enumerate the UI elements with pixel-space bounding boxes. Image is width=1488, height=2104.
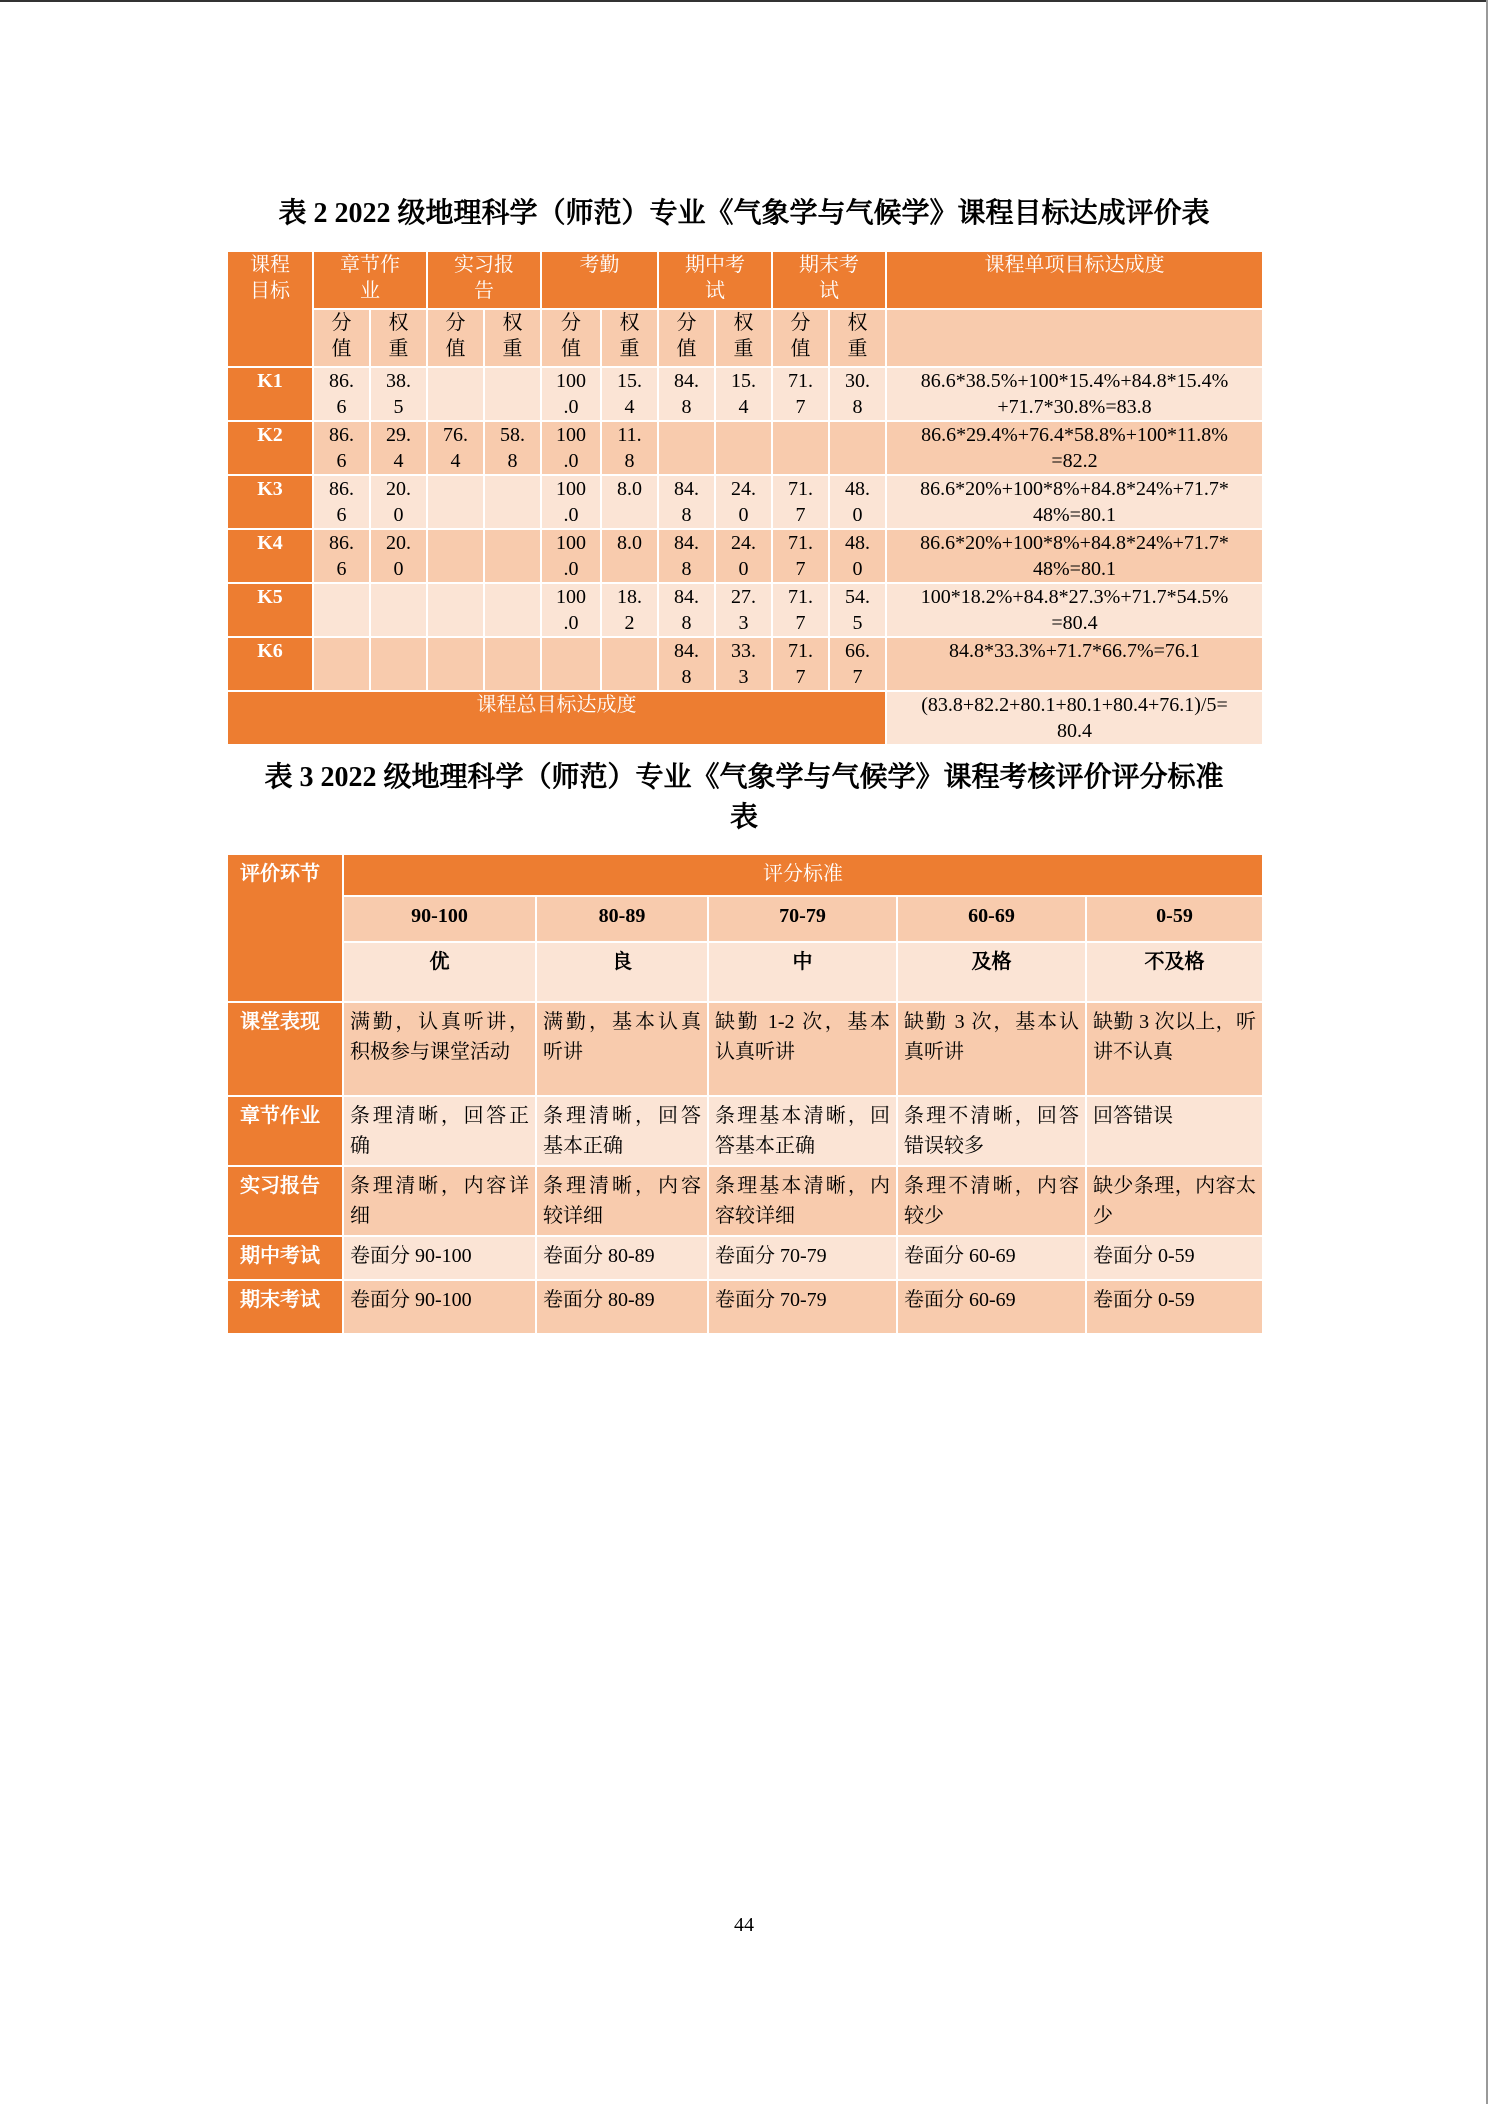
table-row — [227, 529, 1263, 583]
table-cell: 71. 7 — [772, 367, 829, 421]
goal-label: K4 — [227, 529, 313, 583]
table2-subheader-row — [227, 309, 1263, 367]
header-assessment-link: 评价环节 — [227, 854, 343, 1002]
table-cell: 84. 8 — [658, 529, 715, 583]
table-cell: 回答错误 — [1086, 1096, 1263, 1166]
table-cell — [829, 421, 886, 475]
table3-grade-row — [227, 942, 1263, 1002]
score-range: 0-59 — [1086, 896, 1263, 942]
table-cell: 100 .0 — [541, 367, 601, 421]
table-cell — [484, 367, 541, 421]
achievement-formula: 86.6*20%+100*8%+84.8*24%+71.7* 48%=80.1 — [886, 529, 1263, 583]
table-cell: 84. 8 — [658, 367, 715, 421]
table-cell — [484, 475, 541, 529]
table-cell: 条理基本清晰，内容较详细 — [708, 1166, 897, 1236]
table-cell — [313, 637, 370, 691]
table-row — [227, 1002, 1263, 1096]
goal-label: K5 — [227, 583, 313, 637]
grade-level: 不及格 — [1086, 942, 1263, 1002]
table-cell: 缺少条理，内容太少 — [1086, 1166, 1263, 1236]
table-cell: 33. 3 — [715, 637, 772, 691]
table-cell — [601, 637, 658, 691]
table-cell: 38. 5 — [370, 367, 427, 421]
table-cell — [484, 583, 541, 637]
table-row — [227, 1280, 1263, 1334]
goal-label: K2 — [227, 421, 313, 475]
table-cell — [772, 421, 829, 475]
table2-goal-achievement — [226, 250, 1264, 746]
achievement-formula: 86.6*20%+100*8%+84.8*24%+71.7* 48%=80.1 — [886, 475, 1263, 529]
table-cell: 86. 6 — [313, 367, 370, 421]
subheader-weight: 权 重 — [601, 309, 658, 367]
table-cell — [658, 421, 715, 475]
header-grading-standard: 评分标准 — [343, 854, 1263, 896]
table-row — [227, 475, 1263, 529]
table-cell: 24. 0 — [715, 475, 772, 529]
table-cell: 84. 8 — [658, 583, 715, 637]
header-attendance: 考勤 — [541, 251, 658, 309]
table3-range-row — [227, 896, 1263, 942]
table-cell: 满勤，基本认真听讲 — [536, 1002, 708, 1096]
table-cell: 条理清晰，回答基本正确 — [536, 1096, 708, 1166]
table-row — [227, 1096, 1263, 1166]
achievement-formula: 86.6*38.5%+100*15.4%+84.8*15.4% +71.7*30.8%=83.8 — [886, 367, 1263, 421]
header-midterm: 期中考 试 — [658, 251, 772, 309]
row-label: 实习报告 — [227, 1166, 343, 1236]
table-cell: 缺勤 1-2 次，基本认真听讲 — [708, 1002, 897, 1096]
score-range: 70-79 — [708, 896, 897, 942]
table-cell — [370, 583, 427, 637]
table-cell: 15. 4 — [715, 367, 772, 421]
table-cell: 满勤，认真听讲，积极参与课堂活动 — [343, 1002, 536, 1096]
grade-level: 及格 — [897, 942, 1086, 1002]
table-cell — [427, 475, 484, 529]
subheader-weight: 权 重 — [484, 309, 541, 367]
table-cell: 15. 4 — [601, 367, 658, 421]
table-cell — [370, 637, 427, 691]
header-chapter-homework: 章节作 业 — [313, 251, 427, 309]
table-cell — [715, 421, 772, 475]
row-label: 章节作业 — [227, 1096, 343, 1166]
table-cell: 30. 8 — [829, 367, 886, 421]
subheader-score: 分 值 — [313, 309, 370, 367]
table-cell — [484, 637, 541, 691]
table-row — [227, 583, 1263, 637]
table-cell: 24. 0 — [715, 529, 772, 583]
score-range: 80-89 — [536, 896, 708, 942]
table-cell: 71. 7 — [772, 583, 829, 637]
table-cell: 100 .0 — [541, 583, 601, 637]
subheader-blank — [886, 309, 1263, 367]
row-label: 期末考试 — [227, 1280, 343, 1334]
page-top-border — [0, 0, 1488, 2]
achievement-formula: 100*18.2%+84.8*27.3%+71.7*54.5% =80.4 — [886, 583, 1263, 637]
table-cell: 8.0 — [601, 475, 658, 529]
table-cell — [313, 583, 370, 637]
table-cell: 卷面分 80-89 — [536, 1280, 708, 1334]
grade-level: 中 — [708, 942, 897, 1002]
table-cell: 卷面分 0-59 — [1086, 1280, 1263, 1334]
table-row — [227, 367, 1263, 421]
table-cell: 缺勤 3 次以上，听讲不认真 — [1086, 1002, 1263, 1096]
table-cell: 71. 7 — [772, 529, 829, 583]
table-cell: 卷面分 0-59 — [1086, 1236, 1263, 1280]
table-cell: 8.0 — [601, 529, 658, 583]
header-final: 期末考 试 — [772, 251, 886, 309]
table-cell: 58. 8 — [484, 421, 541, 475]
header-goal: 课程 目标 — [227, 251, 313, 367]
subheader-weight: 权 重 — [370, 309, 427, 367]
total-achievement-label: 课程总目标达成度 — [227, 691, 886, 745]
table-cell: 66. 7 — [829, 637, 886, 691]
header-practice-report: 实习报 告 — [427, 251, 541, 309]
subheader-weight: 权 重 — [829, 309, 886, 367]
row-label: 课堂表现 — [227, 1002, 343, 1096]
table-cell: 29. 4 — [370, 421, 427, 475]
table-row — [227, 1166, 1263, 1236]
table-row — [227, 1236, 1263, 1280]
score-range: 90-100 — [343, 896, 536, 942]
table-cell: 条理不清晰，内容较少 — [897, 1166, 1086, 1236]
table-cell: 条理清晰，内容较详细 — [536, 1166, 708, 1236]
table-cell — [427, 583, 484, 637]
table-cell: 100 .0 — [541, 421, 601, 475]
table-cell: 84. 8 — [658, 637, 715, 691]
achievement-formula: 86.6*29.4%+76.4*58.8%+100*11.8% =82.2 — [886, 421, 1263, 475]
table-cell: 27. 3 — [715, 583, 772, 637]
table-cell: 86. 6 — [313, 529, 370, 583]
total-achievement-value: (83.8+82.2+80.1+80.1+80.4+76.1)/5= 80.4 — [886, 691, 1263, 745]
table-cell: 卷面分 90-100 — [343, 1280, 536, 1334]
table-row — [227, 637, 1263, 691]
table-cell: 48. 0 — [829, 529, 886, 583]
table-cell: 71. 7 — [772, 637, 829, 691]
table-cell: 76. 4 — [427, 421, 484, 475]
subheader-score: 分 值 — [658, 309, 715, 367]
grade-level: 良 — [536, 942, 708, 1002]
row-label: 期中考试 — [227, 1236, 343, 1280]
table-cell: 48. 0 — [829, 475, 886, 529]
table-cell — [427, 367, 484, 421]
subheader-weight: 权 重 — [715, 309, 772, 367]
table-cell: 卷面分 60-69 — [897, 1236, 1086, 1280]
table-cell: 71. 7 — [772, 475, 829, 529]
page-number: 44 — [734, 1914, 754, 1936]
achievement-formula: 84.8*33.3%+71.7*66.7%=76.1 — [886, 637, 1263, 691]
table2-total-row — [227, 691, 1263, 745]
table-cell: 卷面分 70-79 — [708, 1280, 897, 1334]
subheader-score: 分 值 — [427, 309, 484, 367]
table-cell: 条理清晰，内容详细 — [343, 1166, 536, 1236]
table-cell: 卷面分 90-100 — [343, 1236, 536, 1280]
table-cell: 20. 0 — [370, 475, 427, 529]
table-cell: 84. 8 — [658, 475, 715, 529]
table2-header-row — [227, 251, 1263, 309]
table-cell — [427, 529, 484, 583]
table-cell: 卷面分 80-89 — [536, 1236, 708, 1280]
score-range: 60-69 — [897, 896, 1086, 942]
table-cell: 100 .0 — [541, 529, 601, 583]
table-cell: 缺勤 3 次，基本认真听讲 — [897, 1002, 1086, 1096]
goal-label: K3 — [227, 475, 313, 529]
subheader-score: 分 值 — [772, 309, 829, 367]
table-cell: 条理不清晰，回答错误较多 — [897, 1096, 1086, 1166]
table-cell: 11. 8 — [601, 421, 658, 475]
table-row — [227, 421, 1263, 475]
table-cell — [427, 637, 484, 691]
table3-header-row — [227, 854, 1263, 896]
goal-label: K1 — [227, 367, 313, 421]
table-cell: 100 .0 — [541, 475, 601, 529]
table-cell — [484, 529, 541, 583]
table3-grading-standard — [226, 853, 1264, 1335]
table-cell — [541, 637, 601, 691]
table2-title: 表 2 2022 级地理科学（师范）专业《气象学与气候学》课程目标达成评价表 — [278, 198, 1210, 229]
subheader-score: 分 值 — [541, 309, 601, 367]
table-cell: 卷面分 60-69 — [897, 1280, 1086, 1334]
table-cell: 卷面分 70-79 — [708, 1236, 897, 1280]
table-cell: 条理基本清晰，回答基本正确 — [708, 1096, 897, 1166]
table-cell: 18. 2 — [601, 583, 658, 637]
table-cell: 条理清晰，回答正确 — [343, 1096, 536, 1166]
table-cell: 86. 6 — [313, 475, 370, 529]
table-cell: 20. 0 — [370, 529, 427, 583]
table3-title: 表 3 2022 级地理科学（师范）专业《气象学与气候学》课程考核评价评分标准 表 — [264, 762, 1224, 833]
header-achievement: 课程单项目标达成度 — [886, 251, 1263, 309]
grade-level: 优 — [343, 942, 536, 1002]
table-cell: 54. 5 — [829, 583, 886, 637]
table-cell: 86. 6 — [313, 421, 370, 475]
goal-label: K6 — [227, 637, 313, 691]
